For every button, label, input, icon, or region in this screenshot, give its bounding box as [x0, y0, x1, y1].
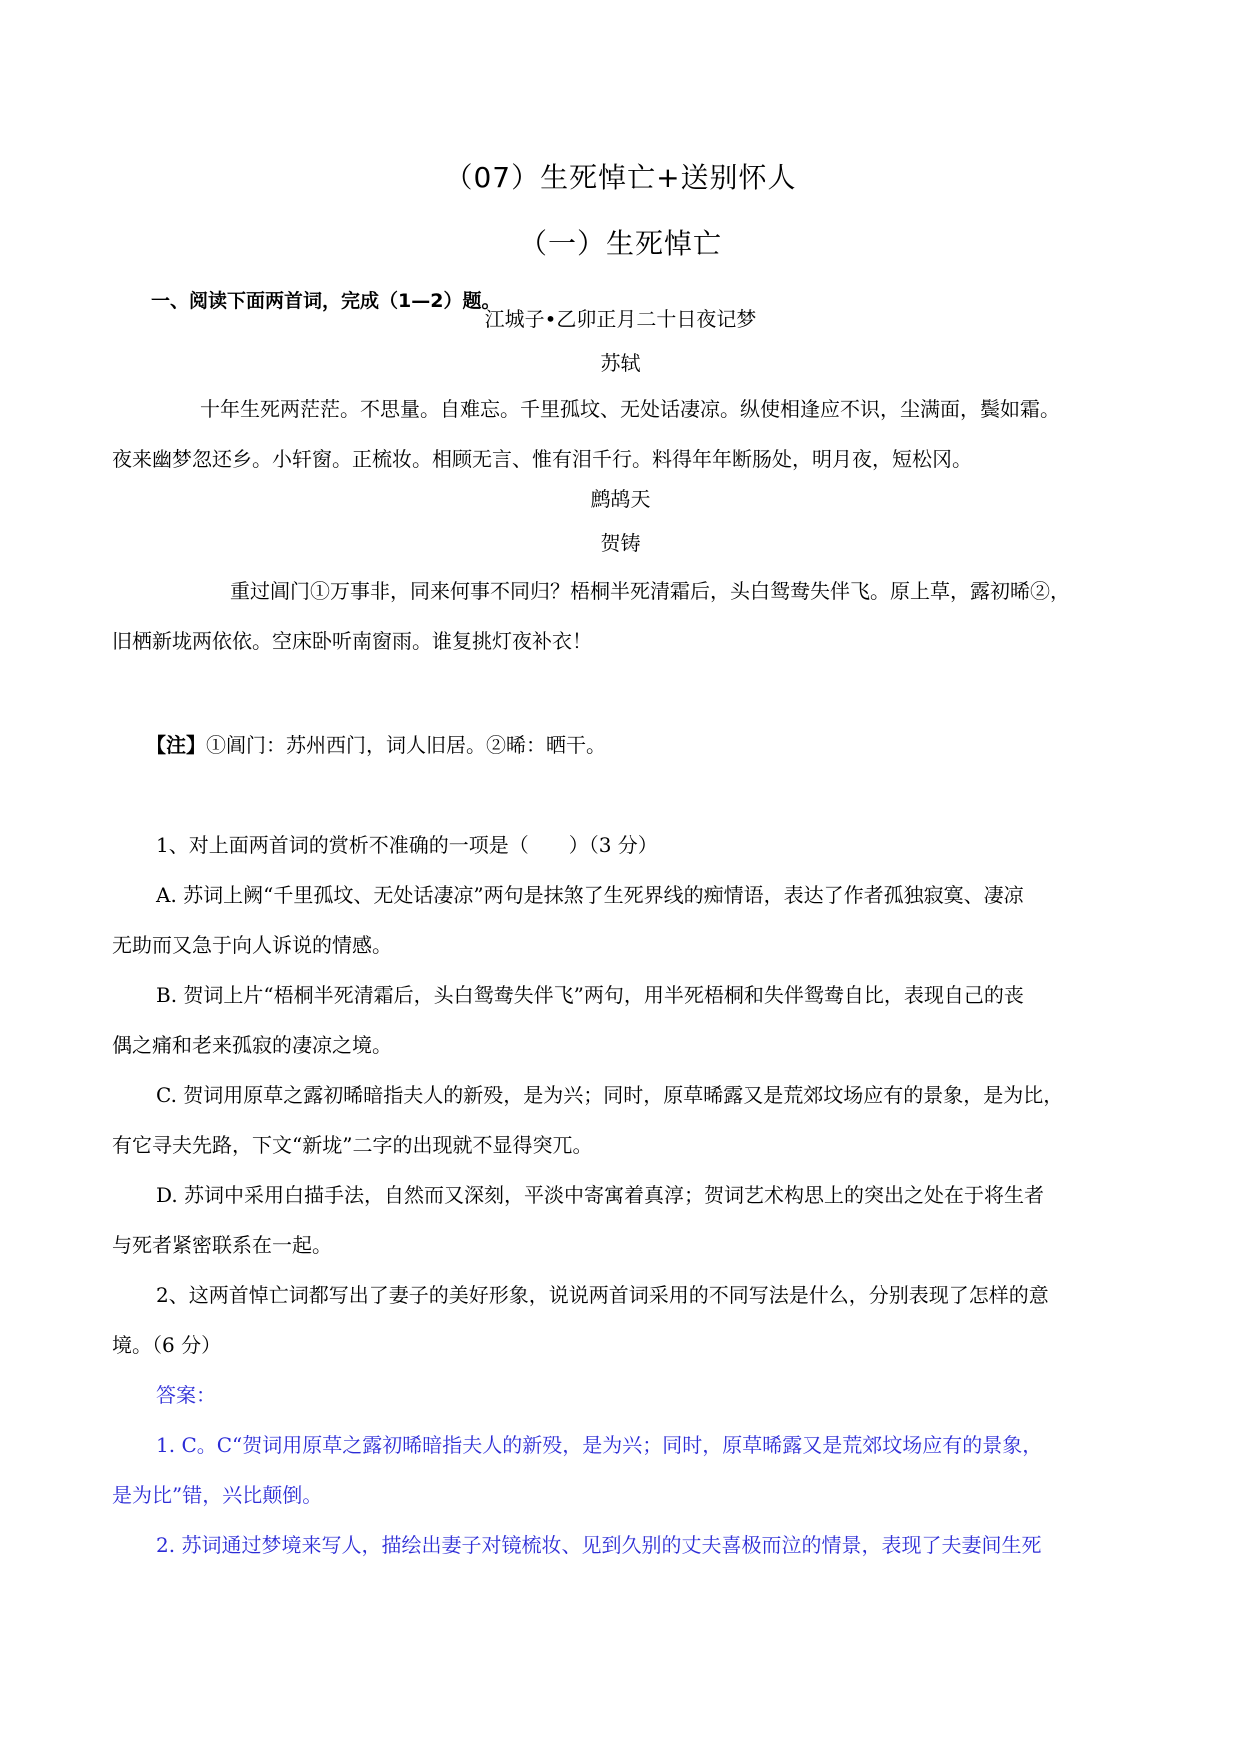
option-d: D. 苏词中采用白描手法，自然而又深刻，平淡中寄寓着真淳；贺词艺术构思上的突出之处在于将生者 — [156, 1183, 1045, 1207]
option-d-cont: 与死者紧密联系在一起。 — [112, 1233, 332, 1257]
poem1-author: 苏轼 — [600, 351, 641, 375]
option-c-cont: 有它寻夫先路，下文“新垅”二字的出现就不显得突兀。 — [112, 1133, 593, 1157]
annotation-note — [146, 730, 606, 760]
question-2-cont: 境。（6 分） — [112, 1333, 222, 1357]
answer-label: 答案： — [156, 1383, 216, 1407]
poem1-line: 夜来幽梦忽还乡。小轩窗。正梳妆。相顾无言、惟有泪千行。料得年年断肠处，明月夜，短松冈。 — [112, 447, 972, 471]
poem1-text — [112, 384, 1129, 484]
poem2-line: 旧栖新垅两依依。空床卧听南窗雨。谁复挑灯夜补衣！ — [112, 629, 592, 653]
note-mark: 【注】 — [146, 733, 206, 757]
poem2-title: 鹧鸪天 — [590, 487, 651, 511]
question-group-heading: 一、阅读下面两首词，完成（1—2）题。 — [151, 290, 501, 312]
option-b: B. 贺词上片“梧桐半死清霜后，头白鸳鸯失伴飞”两句，用半死梧桐和失伴鸳鸯自比，表现自己的丧 — [156, 983, 1024, 1007]
poem1-line: 十年生死两茫茫。不思量。自难忘。千里孤坟、无处话凄凉。纵使相逢应不识，尘满面，鬓如霜。 — [200, 397, 1060, 421]
answer-1: 1. C。C“贺词用原草之露初晞暗指夫人的新殁，是为兴；同时，原草晞露又是荒郊坟场应有的景象， — [156, 1433, 1043, 1457]
option-a: A. 苏词上阙“千里孤坟、无处话凄凉”两句是抹煞了生死界线的痴情语，表达了作者孤独寂寞、凄凉 — [156, 883, 1024, 907]
question-1-stem: 1、对上面两首词的赏析不准确的一项是（ ）（3 分） — [156, 833, 658, 857]
option-b-cont: 偶之痛和老来孤寂的凄凉之境。 — [112, 1033, 392, 1057]
option-a-cont: 无助而又急于向人诉说的情感。 — [112, 933, 392, 957]
poem2-text — [112, 566, 1129, 666]
poem1-title: 江城子•乙卯正月二十日夜记梦 — [484, 307, 757, 331]
note-text: ①阊门：苏州西门，词人旧居。②晞：晒干。 — [206, 733, 606, 757]
option-c: C. 贺词用原草之露初晞暗指夫人的新殁，是为兴；同时，原草晞露又是荒郊坟场应有的景象，是为比， — [156, 1083, 1064, 1107]
questions-block — [112, 820, 1129, 1570]
poem2-line: 重过阊门①万事非，同来何事不同归？梧桐半死清霜后，头白鸳鸯失伴飞。原上草，露初晞②， — [230, 579, 1070, 603]
poem2-author: 贺铸 — [600, 531, 641, 555]
answer-1-cont: 是为比”错，兴比颠倒。 — [112, 1483, 323, 1507]
section-title: （一）生死悼亡 — [518, 227, 722, 260]
document-title: （07）生死悼亡+送别怀人 — [444, 161, 797, 194]
answer-2: 2. 苏词通过梦境来写人，描绘出妻子对镜梳妆、见到久别的丈夫喜极而泣的情景，表现了夫妻间生死 — [156, 1533, 1042, 1557]
question-2-stem: 2、这两首悼亡词都写出了妻子的美好形象，说说两首词采用的不同写法是什么，分别表现了怎样的意 — [156, 1283, 1049, 1307]
